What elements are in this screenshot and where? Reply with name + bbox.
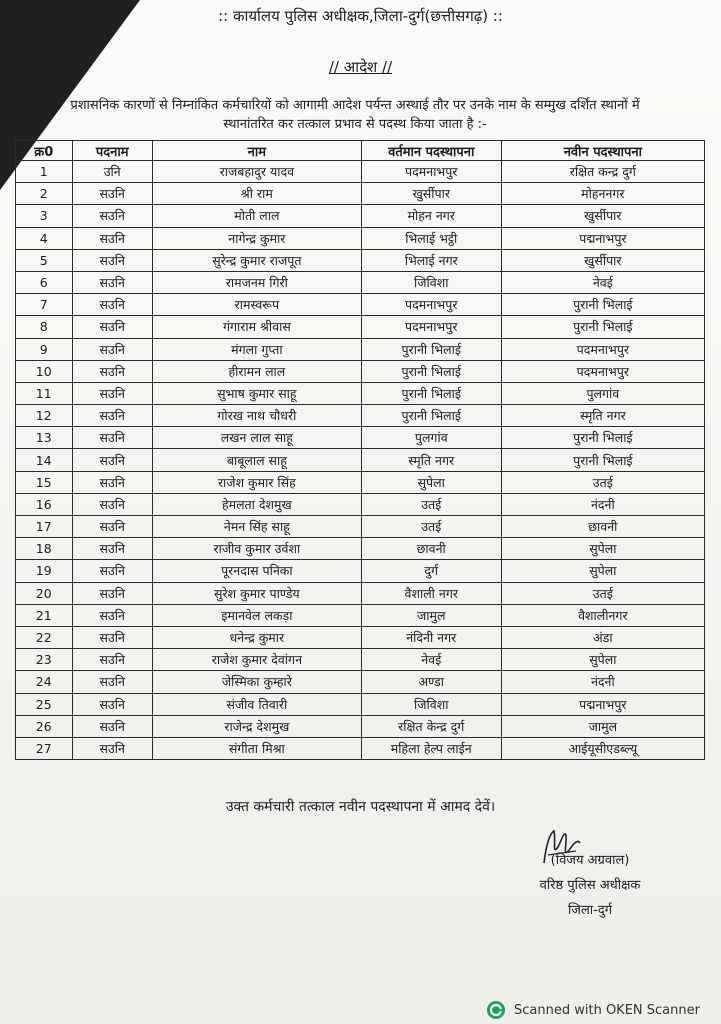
new-posting-cell: पद्मनाभपुर	[501, 227, 704, 249]
new-posting-cell: पुरानी भिलाई	[501, 427, 704, 449]
serial-cell: 14	[16, 449, 73, 471]
name-cell: नेमन सिंह साहू	[152, 516, 361, 538]
signatory-district: जिला-दुर्ग	[567, 903, 613, 918]
designation-cell: सउनि	[72, 715, 152, 737]
serial-cell: 4	[16, 227, 73, 249]
current-posting-cell: पदमनाभपुर	[361, 294, 501, 316]
table-row	[16, 449, 705, 471]
table-row	[16, 183, 705, 205]
new-posting-cell: पुरानी भिलाई	[501, 449, 704, 471]
name-cell: राजेश कुमार देवांगन	[152, 649, 361, 671]
name-cell: सुभाष कुमार साहू	[152, 382, 361, 404]
name-cell: पूरनदास पनिका	[152, 560, 361, 582]
new-posting-cell: स्मृति नगर	[501, 405, 704, 427]
table-row	[16, 516, 705, 538]
designation-cell: सउनि	[72, 183, 152, 205]
name-cell: मंगला गुप्ता	[152, 338, 361, 360]
designation-cell: सउनि	[72, 294, 152, 316]
table-row	[16, 604, 705, 626]
name-cell: बाबूलाल साहू	[152, 449, 361, 471]
serial-cell: 7	[16, 294, 73, 316]
name-cell: राजबहादुर यादव	[152, 161, 361, 183]
name-cell: संजीव तिवारी	[152, 693, 361, 715]
serial-cell: 21	[16, 604, 73, 626]
name-cell: राजेन्द्र देशमुख	[152, 715, 361, 737]
current-posting-cell: नंदिनी नगर	[361, 626, 501, 648]
table-row	[16, 205, 705, 227]
table-row	[16, 249, 705, 271]
table-row	[16, 493, 705, 515]
new-posting-cell: खुर्सीपार	[501, 249, 704, 271]
serial-cell: 10	[16, 360, 73, 382]
new-posting-cell: सुपेला	[501, 560, 704, 582]
current-posting-cell: रक्षित केन्द्र दुर्ग	[361, 715, 501, 737]
new-posting-cell: पुलगांव	[501, 382, 704, 404]
new-posting-cell: छावनी	[501, 516, 704, 538]
current-posting-cell: स्मृति नगर	[361, 449, 501, 471]
serial-cell: 24	[16, 671, 73, 693]
serial-cell: 8	[16, 316, 73, 338]
column-header-name: नाम	[152, 141, 361, 161]
table-row	[16, 427, 705, 449]
table-row	[16, 316, 705, 338]
order-intro-text: प्रशासनिक कारणों से निम्नांकित कर्मचारियों को आगामी आदेश पर्यन्त अस्थाई तौर पर उनके नाम के सम्मुख दर्शित स्थानों में स्थानांतरित कर तत्काल प्रभाव से पदस्थ किया जाता है :-	[70, 98, 640, 132]
current-posting-cell: जिविशा	[361, 271, 501, 293]
serial-cell: 6	[16, 271, 73, 293]
table-body	[16, 161, 705, 760]
designation-cell: सउनि	[72, 737, 152, 759]
new-posting-cell: उतई	[501, 582, 704, 604]
designation-cell: सउनि	[72, 626, 152, 648]
current-posting-cell: सुपेला	[361, 471, 501, 493]
current-posting-cell: पुरानी भिलाई	[361, 338, 501, 360]
table-row	[16, 671, 705, 693]
current-posting-cell: मोहन नगर	[361, 205, 501, 227]
table-row	[16, 649, 705, 671]
new-posting-cell: जामुल	[501, 715, 704, 737]
serial-cell: 12	[16, 405, 73, 427]
serial-cell: 19	[16, 560, 73, 582]
designation-cell: सउनि	[72, 427, 152, 449]
serial-cell: 22	[16, 626, 73, 648]
serial-cell: 3	[16, 205, 73, 227]
order-title: // आदेश //	[328, 58, 393, 76]
name-cell: सुरेश कुमार पाण्डेय	[152, 582, 361, 604]
serial-cell: 15	[16, 471, 73, 493]
designation-cell: सउनि	[72, 227, 152, 249]
name-cell: जेस्मिका कुम्हारे	[152, 671, 361, 693]
designation-cell: सउनि	[72, 405, 152, 427]
current-posting-cell: पुरानी भिलाई	[361, 382, 501, 404]
transfer-table	[15, 140, 705, 760]
table-row	[16, 693, 705, 715]
name-cell: रामस्वरूप	[152, 294, 361, 316]
new-posting-cell: पदमनाभपुर	[501, 360, 704, 382]
table-row	[16, 582, 705, 604]
serial-cell: 23	[16, 649, 73, 671]
new-posting-cell: वैशालीनगर	[501, 604, 704, 626]
table-row	[16, 338, 705, 360]
serial-cell: 13	[16, 427, 73, 449]
name-cell: संगीता मिश्रा	[152, 737, 361, 759]
name-cell: गोरख नाथ चौधरी	[152, 405, 361, 427]
column-header-designation: पदनाम	[72, 141, 152, 161]
table-header-row	[16, 141, 705, 161]
serial-cell: 9	[16, 338, 73, 360]
designation-cell: सउनि	[72, 382, 152, 404]
signatory-designation: वरिष्ठ पुलिस अधीक्षक	[539, 878, 641, 893]
joining-instruction: उक्त कर्मचारी तत्काल नवीन पदस्थापना में आमद देवें।	[225, 799, 496, 815]
name-cell: इमानवेल लकड़ा	[152, 604, 361, 626]
new-posting-cell: नंदनी	[501, 493, 704, 515]
serial-cell: 27	[16, 737, 73, 759]
current-posting-cell: उतई	[361, 493, 501, 515]
name-cell: नागेन्द्र कुमार	[152, 227, 361, 249]
new-posting-cell: पुरानी भिलाई	[501, 294, 704, 316]
table-row	[16, 405, 705, 427]
current-posting-cell: पुरानी भिलाई	[361, 360, 501, 382]
designation-cell: सउनि	[72, 649, 152, 671]
new-posting-cell: अंडा	[501, 626, 704, 648]
serial-cell: 5	[16, 249, 73, 271]
current-posting-cell: जिविशा	[361, 693, 501, 715]
table-row	[16, 560, 705, 582]
designation-cell: सउनि	[72, 316, 152, 338]
current-posting-cell: अण्डा	[361, 671, 501, 693]
designation-cell: सउनि	[72, 560, 152, 582]
designation-cell: सउनि	[72, 449, 152, 471]
designation-cell: सउनि	[72, 249, 152, 271]
current-posting-cell: भिलाई भट्ठी	[361, 227, 501, 249]
scanner-watermark-text: Scanned with OKEN Scanner	[514, 1002, 700, 1018]
new-posting-cell: सुपेला	[501, 649, 704, 671]
designation-cell: सउनि	[72, 582, 152, 604]
new-posting-cell: उतई	[501, 471, 704, 493]
name-cell: हेमलता देशमुख	[152, 493, 361, 515]
serial-cell: 25	[16, 693, 73, 715]
current-posting-cell: वैशाली नगर	[361, 582, 501, 604]
name-cell: राजीव कुमार उर्वशा	[152, 538, 361, 560]
designation-cell: सउनि	[72, 516, 152, 538]
table-row	[16, 227, 705, 249]
table-row	[16, 626, 705, 648]
serial-cell: 16	[16, 493, 73, 515]
current-posting-cell: पुरानी भिलाई	[361, 405, 501, 427]
current-posting-cell: महिला हेल्प लाईन	[361, 737, 501, 759]
designation-cell: सउनि	[72, 360, 152, 382]
new-posting-cell: खुर्सीपार	[501, 205, 704, 227]
serial-cell: 26	[16, 715, 73, 737]
current-posting-cell: भिलाई नगर	[361, 249, 501, 271]
designation-cell: सउनि	[72, 471, 152, 493]
name-cell: गंगाराम श्रीवास	[152, 316, 361, 338]
serial-cell: 18	[16, 538, 73, 560]
name-cell: हीरामन लाल	[152, 360, 361, 382]
serial-cell: 17	[16, 516, 73, 538]
table-row	[16, 294, 705, 316]
column-header-new-posting: नवीन पदस्थापना	[501, 141, 704, 161]
scanner-logo-icon	[486, 1000, 506, 1020]
table-row	[16, 382, 705, 404]
current-posting-cell: दुर्ग	[361, 560, 501, 582]
new-posting-cell: पद्मनाभपुर	[501, 693, 704, 715]
column-header-serial: क्र0	[16, 141, 73, 161]
name-cell: सुरेन्द्र कुमार राजपूत	[152, 249, 361, 271]
serial-cell: 20	[16, 582, 73, 604]
current-posting-cell: छावनी	[361, 538, 501, 560]
new-posting-cell: रक्षित कन्द्र दुर्ग	[501, 161, 704, 183]
scanner-watermark	[486, 998, 721, 1022]
designation-cell: उनि	[72, 161, 152, 183]
designation-cell: सउनि	[72, 493, 152, 515]
new-posting-cell: पदमनाभपुर	[501, 338, 704, 360]
column-header-current-posting: वर्तमान पदस्थापना	[361, 141, 501, 161]
designation-cell: सउनि	[72, 271, 152, 293]
designation-cell: सउनि	[72, 205, 152, 227]
table-row	[16, 538, 705, 560]
designation-cell: सउनि	[72, 604, 152, 626]
name-cell: मोती लाल	[152, 205, 361, 227]
current-posting-cell: पदमनाभपुर	[361, 316, 501, 338]
name-cell: धनेन्द्र कुमार	[152, 626, 361, 648]
current-posting-cell: उतई	[361, 516, 501, 538]
designation-cell: सउनि	[72, 671, 152, 693]
current-posting-cell: पुलगांव	[361, 427, 501, 449]
designation-cell: सउनि	[72, 538, 152, 560]
new-posting-cell: नंदनी	[501, 671, 704, 693]
serial-cell: 11	[16, 382, 73, 404]
signature-block	[515, 848, 665, 923]
current-posting-cell: जामुल	[361, 604, 501, 626]
office-header: :: कार्यालय पुलिस अधीक्षक,जिला-दुर्ग(छत्तीसगढ़) ::	[218, 7, 503, 25]
new-posting-cell: मोहननगर	[501, 183, 704, 205]
table-row	[16, 360, 705, 382]
signatory-name: (विजय अग्रवाल)	[550, 853, 630, 868]
serial-cell: 2	[16, 183, 73, 205]
name-cell: रामजनम गिरी	[152, 271, 361, 293]
table-row	[16, 161, 705, 183]
new-posting-cell: पुरानी भिलाई	[501, 316, 704, 338]
name-cell: लखन लाल साहू	[152, 427, 361, 449]
name-cell: राजेश कुमार सिंह	[152, 471, 361, 493]
new-posting-cell: सुपेला	[501, 538, 704, 560]
new-posting-cell: आईयूसीएडब्ल्यू	[501, 737, 704, 759]
current-posting-cell: पदमनाभपुर	[361, 161, 501, 183]
table-row	[16, 271, 705, 293]
current-posting-cell: खुर्सीपार	[361, 183, 501, 205]
current-posting-cell: नेवई	[361, 649, 501, 671]
table-row	[16, 715, 705, 737]
table-row	[16, 471, 705, 493]
serial-cell: 1	[16, 161, 73, 183]
designation-cell: सउनि	[72, 693, 152, 715]
designation-cell: सउनि	[72, 338, 152, 360]
name-cell: श्री राम	[152, 183, 361, 205]
new-posting-cell: नेवई	[501, 271, 704, 293]
table-row	[16, 737, 705, 759]
